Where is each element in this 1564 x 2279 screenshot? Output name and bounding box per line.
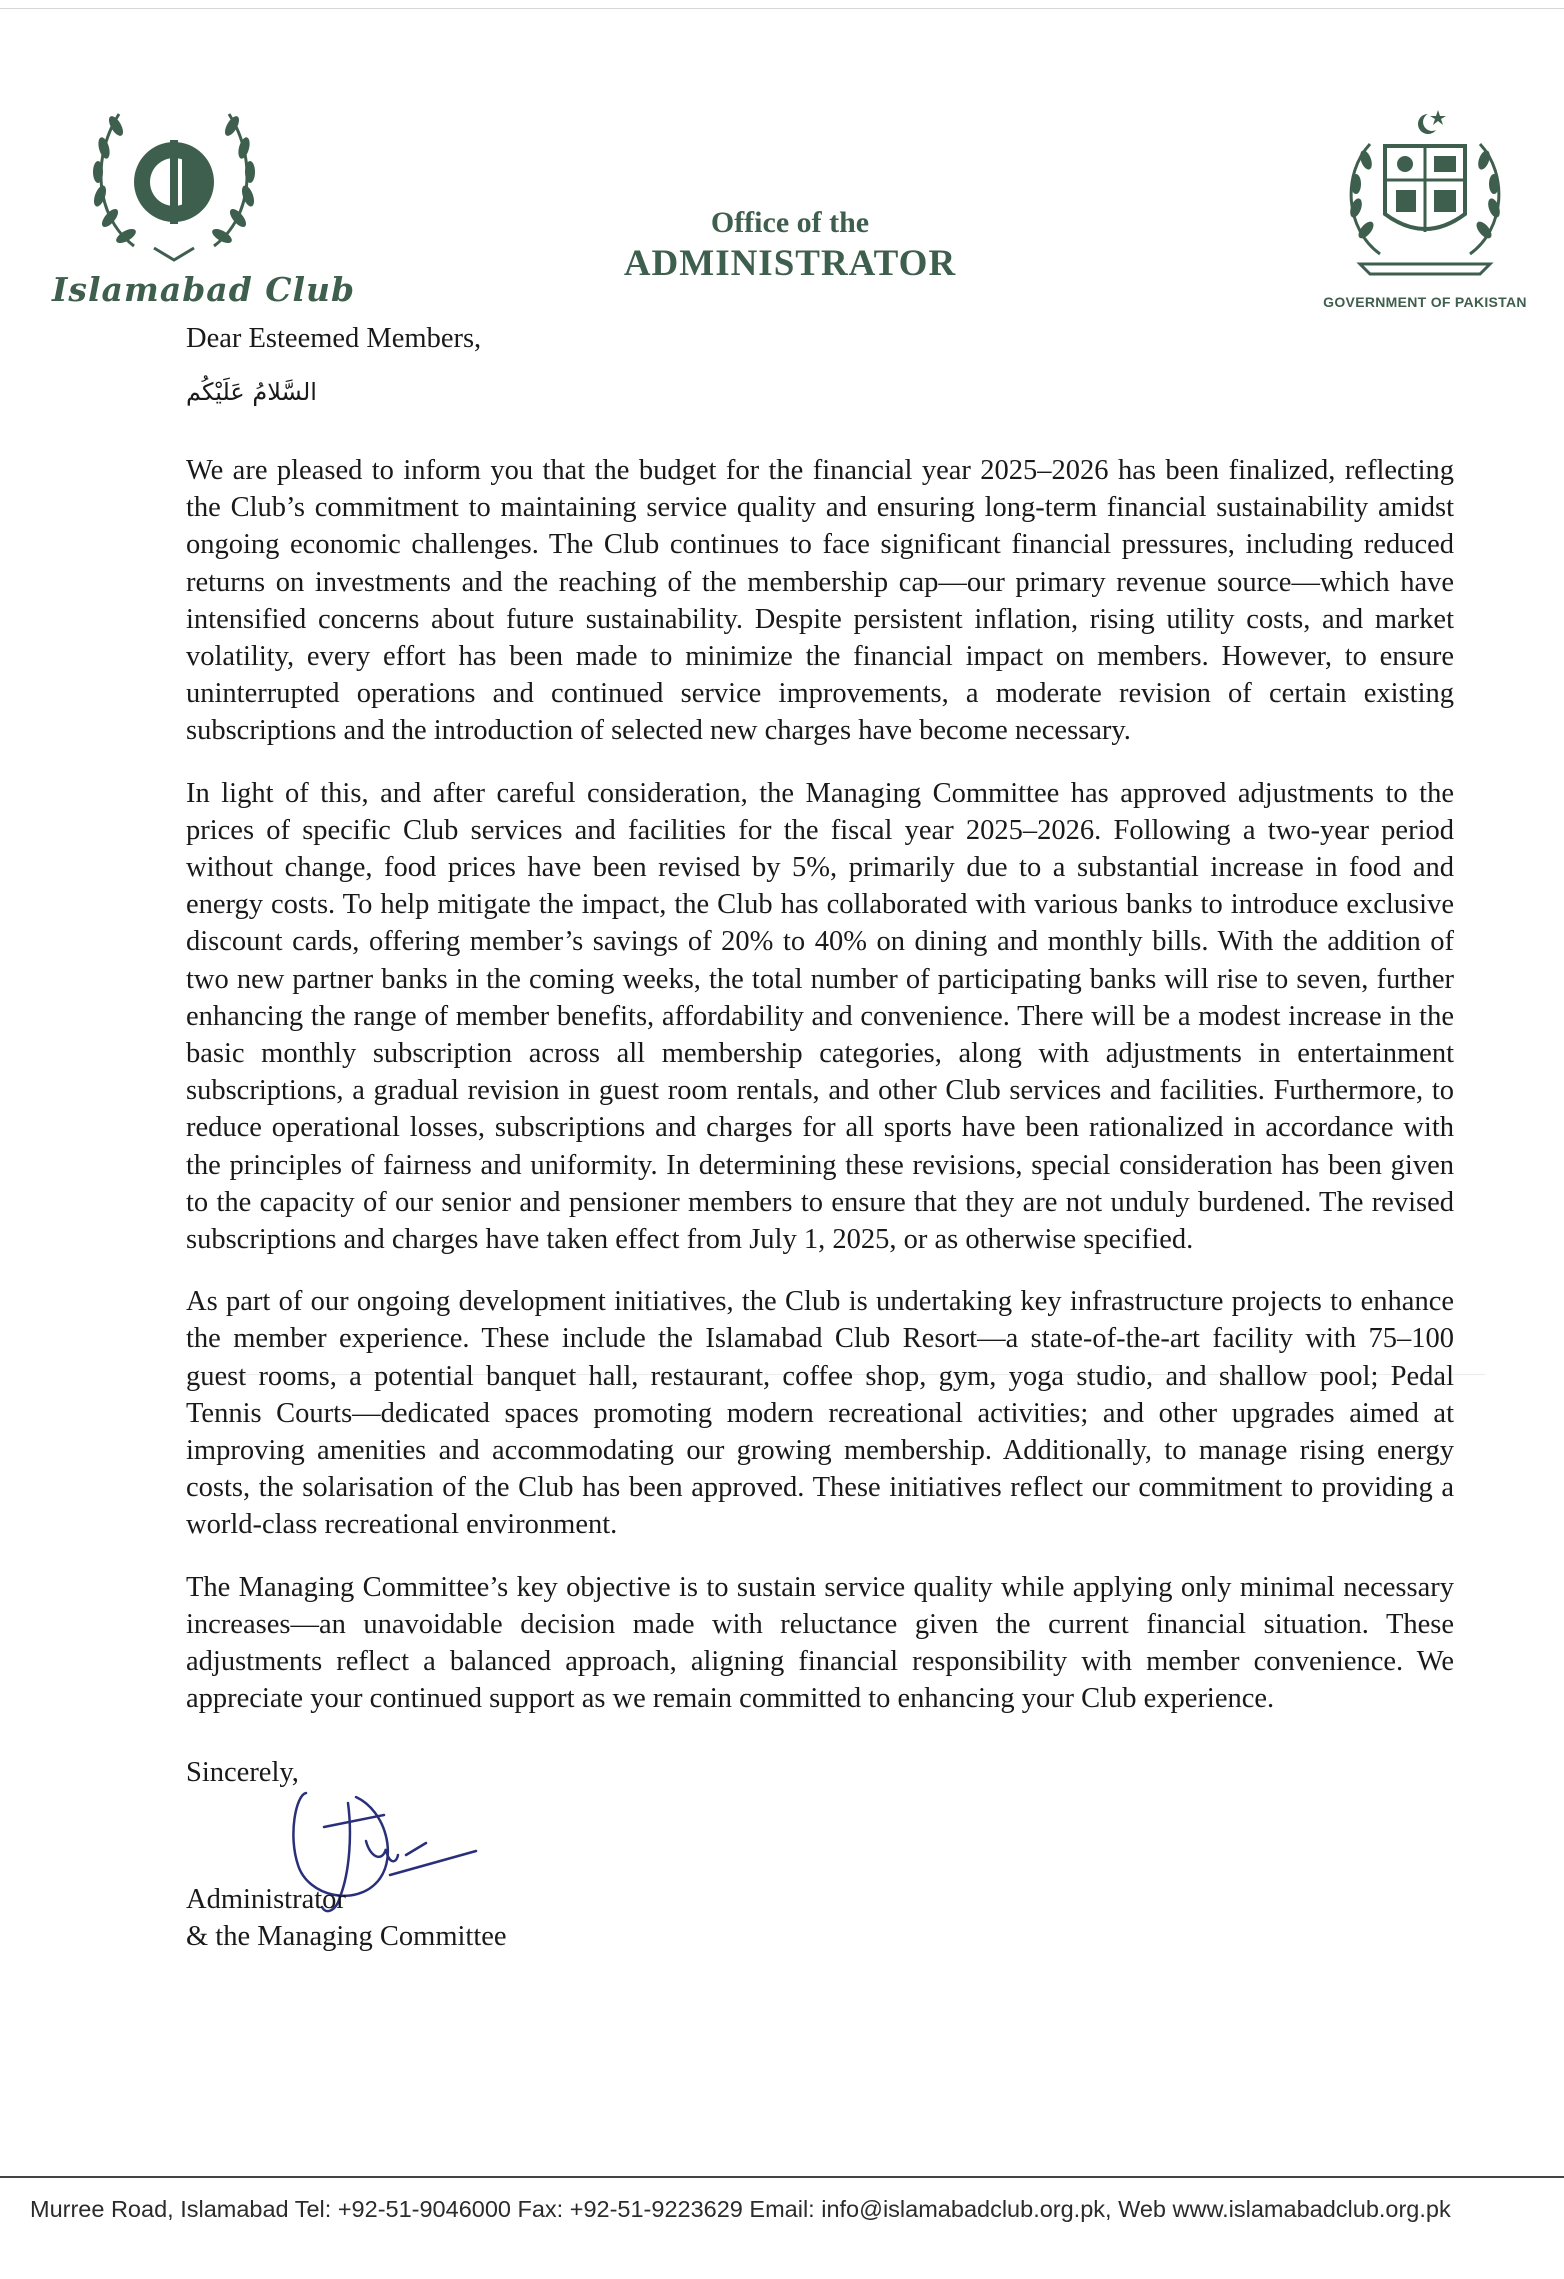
paragraph-price-adjustments: In light of this, and after careful consideration, the Managing Committee has approved adjustments to the prices of specific Club services and facilities for the fiscal year 2025–2026. Following a two-year period without change, food prices have been revised by 5%, primarily due to a substantial increase in food and energy costs. To help mitigate the impact, the Club has collaborated with various banks to introduce exclusive discount cards, offering member’s savings of 20% to 40% on dining and monthly bills. With the addition of two new partner banks in the coming weeks, the total number of participating banks will rise to seven, further enhancing the range of member benefits, affordability and convenience. There will be a modest increase in the basic monthly subscription across all membership categories, along with adjustments in entertainment subscriptions, a gradual revision in guest room rentals, and other Club services and facilities. Furthermore, to reduce operational losses, subscriptions and charges for all sports have been rationalized in accordance with the principles of fairness and uniformity. In determining these revisions, special consideration has been given to the capacity of our senior and pensioner members to ensure that they are not unduly burdened. The revised subscriptions and charges have taken effect from July 1, 2025, or as otherwise specified. bbox=[186, 777, 1454, 1256]
state-emblem-icon bbox=[1330, 104, 1520, 284]
paragraph-budget: We are pleased to inform you that the budget for the financial year 2025–2026 has been finalized, reflecting the Club’s commitment to maintaining service quality and ensuring long-term financial sustainability amidst ongoing economic challenges. The Club continues to face significant financial pressures, including reduced returns on investments and the reaching of the membership cap—our primary revenue source—which have intensified concerns about future sustainability. Despite persistent inflation, rising utility costs, and market volatility, every effort has been made to minimize the financial impact on members. However, to ensure uninterrupted operations and continued service improvements, a moderate revision of certain existing subscriptions and the introduction of selected new charges have become necessary. bbox=[186, 455, 1454, 747]
salutation: Dear Esteemed Members, bbox=[186, 323, 482, 354]
arabic-greeting: السَّلامُ عَلَيْكُم bbox=[186, 378, 317, 406]
footer-contact: Murree Road, Islamabad Tel: +92-51-9046000 Fax: +92-51-9223629 Email: info@islamabadclub.org.pk, Web www.islamabadclub.org.pk bbox=[30, 2196, 1451, 2222]
top-edge-line bbox=[0, 8, 1564, 9]
club-wreath-logo-icon bbox=[74, 96, 274, 276]
signatory-name: Administrator bbox=[186, 1883, 346, 1915]
office-heading-line1: Office of the bbox=[710, 206, 870, 239]
paragraph-development: As part of our ongoing development initiatives, the Club is undertaking key infrastructure projects to enhance the member experience. These include the Islamabad Club Resort—a state-of-the-art facility with 75–100 guest rooms, a potential banquet hall, restaurant, coffee shop, gym, yoga studio, and shallow pool; Pedal Tennis Courts—dedicated spaces promoting modern recreational activities; and other upgrades aimed at improving amenities and accommodating our growing membership. Additionally, to manage rising energy costs, the solarisation of the Club has been approved. These initiatives reflect our commitment to providing a world-class recreational environment. bbox=[186, 1286, 1454, 1541]
signatory-committee: & the Managing Committee bbox=[186, 1920, 507, 1952]
paragraph-objective: The Managing Committee’s key objective is to sustain service quality while applying only minimal necessary increases—an unavoidable decision made with reluctance given the current financial situation. These adjustments reflect a balanced approach, aligning financial responsibility with member convenience. We appreciate your continued support as we remain committed to enhancing your Club experience. bbox=[186, 1571, 1454, 1715]
closing: Sincerely, bbox=[186, 1756, 299, 1788]
club-name: Islamabad Club bbox=[52, 270, 356, 309]
letter-body bbox=[186, 320, 1454, 1952]
footer-divider bbox=[0, 2176, 1564, 2178]
signature-block bbox=[186, 1791, 1454, 1952]
government-label: GOVERNMENT OF PAKISTAN bbox=[1323, 294, 1527, 310]
office-heading-line2: ADMINISTRATOR bbox=[623, 243, 957, 284]
office-heading bbox=[560, 204, 1020, 286]
